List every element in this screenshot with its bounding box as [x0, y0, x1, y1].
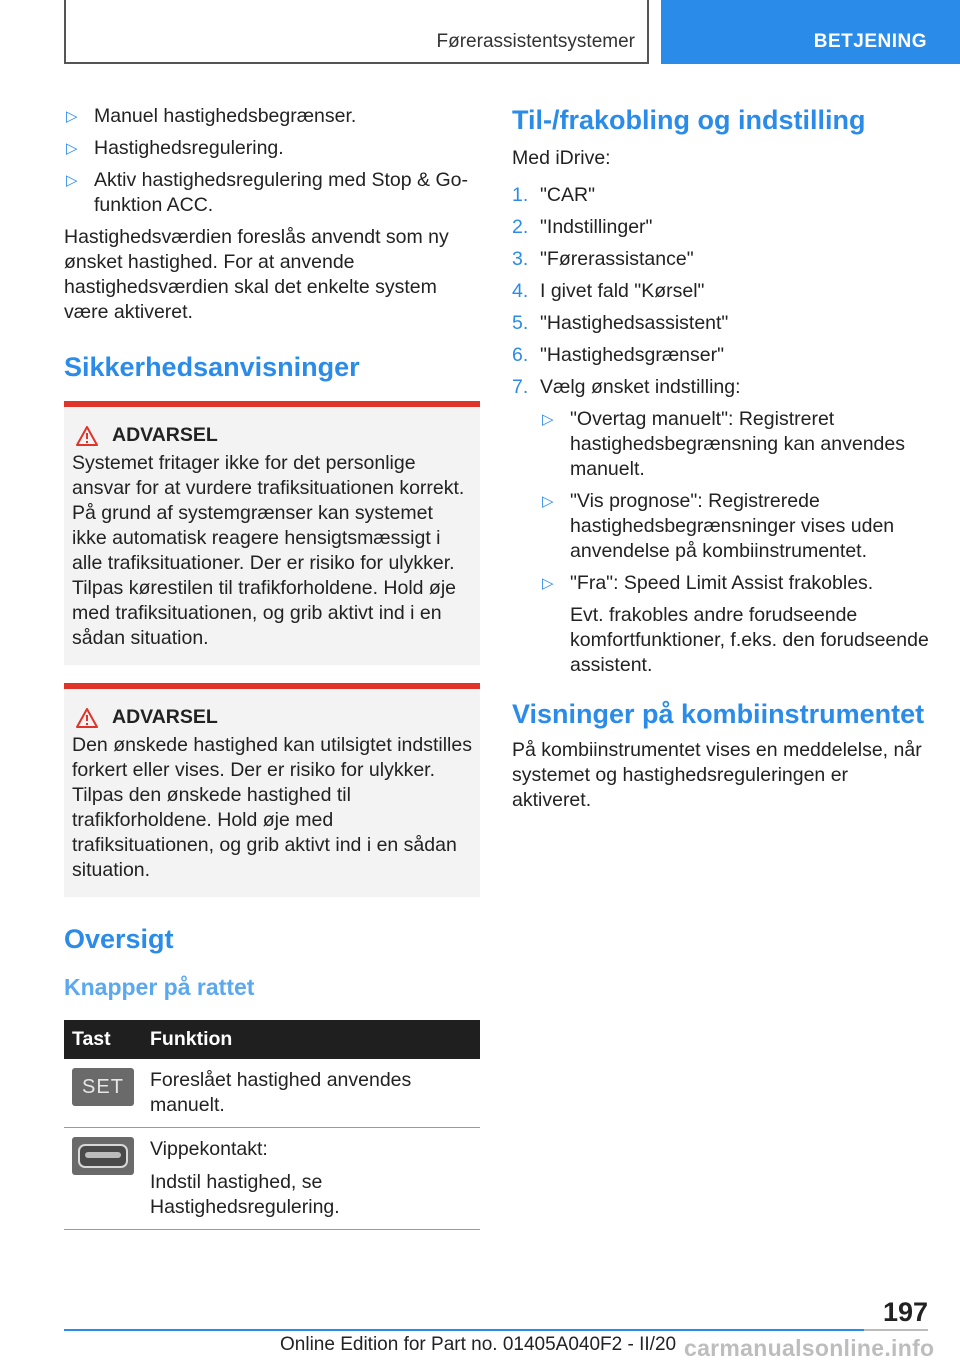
triangle-bullet-icon: ▷ [66, 140, 78, 157]
list-item: ▷ Manuel hastighedsbegrænser. [66, 105, 357, 127]
option-note: Evt. frakobles andre forudseende komfortfunktioner, f.eks. den forudseende assistent. [570, 604, 929, 676]
option-item: ▷ "Vis prognose": Registrerede hastighedsbegrænsninger vises uden anvendelse på kombiinstrumentet. [542, 490, 895, 562]
warning-triangle-icon [76, 708, 98, 728]
header-tab [661, 0, 960, 64]
column-header-key: Tast [64, 1020, 142, 1059]
intro-paragraph: Hastighedsværdien foreslås anvendt som ny ønsket hastighed. For at anvende hastighedsværdien skal det enkelte system være aktiveret. [64, 226, 449, 323]
warning-text: Den ønskede hastighed kan utilsigtet indstilles forkert eller vises. Der er risiko for ulykker. Tilpas den ønskede hastighed til trafikforholdene. Hold øje med trafiksituationen, og grib aktivt ind i en sådan situation. [72, 734, 472, 881]
warning-title: ADVARSEL [112, 706, 218, 728]
buttons-table [64, 1020, 480, 1230]
option-item: ▷ "Overtag manuelt": Registreret hastighedsbegrænsning kan anvendes manuelt. [542, 408, 905, 480]
left-column [64, 104, 480, 1230]
right-column [512, 104, 932, 821]
rocker-switch-icon [72, 1137, 134, 1175]
function-cell: Vippekontakt: Indstil hastighed, se Hastighedsregulering. [142, 1128, 480, 1230]
table-header-row [64, 1020, 480, 1059]
page-number: 197 [882, 1297, 928, 1327]
list-item: ▷ Aktiv hastighedsregulering med Stop & Go-funktion ACC. [66, 169, 468, 216]
step-item: 7. Vælg ønsket indstilling: [512, 376, 741, 398]
step-item: 6. "Hastighedsgrænser" [512, 344, 725, 366]
header-section-box [64, 0, 649, 64]
footer-divider [64, 1329, 864, 1331]
column-header-function: Funktion [142, 1020, 480, 1059]
triangle-bullet-icon: ▷ [542, 493, 554, 510]
set-key-icon: SET [72, 1068, 134, 1106]
display-heading: Visninger på kombiinstrumentet [512, 699, 925, 729]
step-item: 4. I givet fald "Kørsel" [512, 280, 705, 302]
display-paragraph: På kombiinstrumentet vises en meddelelse, når systemet og hastighedsreguleringen er aktiveret. [512, 739, 922, 811]
warning-text: Systemet fritager ikke for det personlige ansvar for at vurdere trafiksituationen korrekt. På grund af systemgrænser kan systemet ikke automatisk reagere hensigtsmæssigt i alle trafiksituationer. Der er risiko for ulykker. Tilpas kørestilen til trafikforholdene. Hold øje med trafiksituationen, og grib aktivt ind i en sådan situation. [72, 452, 465, 649]
header-tab-label: BETJENING [813, 31, 927, 52]
header-section-title: Førerassistentsystemer [436, 31, 635, 52]
warning-box [64, 683, 480, 897]
warning-title: ADVARSEL [112, 424, 218, 446]
steps-list [512, 183, 932, 400]
setup-heading: Til-/frakobling og indstilling [512, 105, 866, 135]
safety-heading: Sikkerhedsanvisninger [64, 352, 360, 382]
footer-edition: Online Edition for Part no. 01405A040F2 - II/20 [280, 1334, 677, 1355]
function-cell: Foreslået hastighed anvendes manuelt. [142, 1059, 480, 1128]
list-item: ▷ Hastighedsregulering. [66, 137, 284, 159]
overview-heading: Oversigt [64, 924, 174, 954]
footer-divider-end [864, 1329, 928, 1331]
warning-triangle-icon [76, 426, 98, 446]
triangle-bullet-icon: ▷ [542, 411, 554, 428]
option-item: ▷ "Fra": Speed Limit Assist frakobles. [542, 572, 874, 594]
triangle-bullet-icon: ▷ [66, 108, 78, 125]
step-item: 3. "Førerassistance" [512, 248, 694, 270]
idrive-label: Med iDrive: [512, 147, 611, 169]
watermark: carmanualsonline.info [684, 1335, 935, 1361]
triangle-bullet-icon: ▷ [542, 575, 554, 592]
buttons-heading: Knapper på rattet [64, 974, 255, 1000]
step-item: 1. "CAR" [512, 184, 596, 206]
step-item: 2. "Indstillinger" [512, 216, 653, 238]
triangle-bullet-icon: ▷ [66, 172, 78, 189]
table-row [64, 1128, 480, 1230]
step-item: 5. "Hastighedsassistent" [512, 312, 729, 334]
warning-box [64, 401, 480, 665]
table-row [64, 1059, 480, 1128]
